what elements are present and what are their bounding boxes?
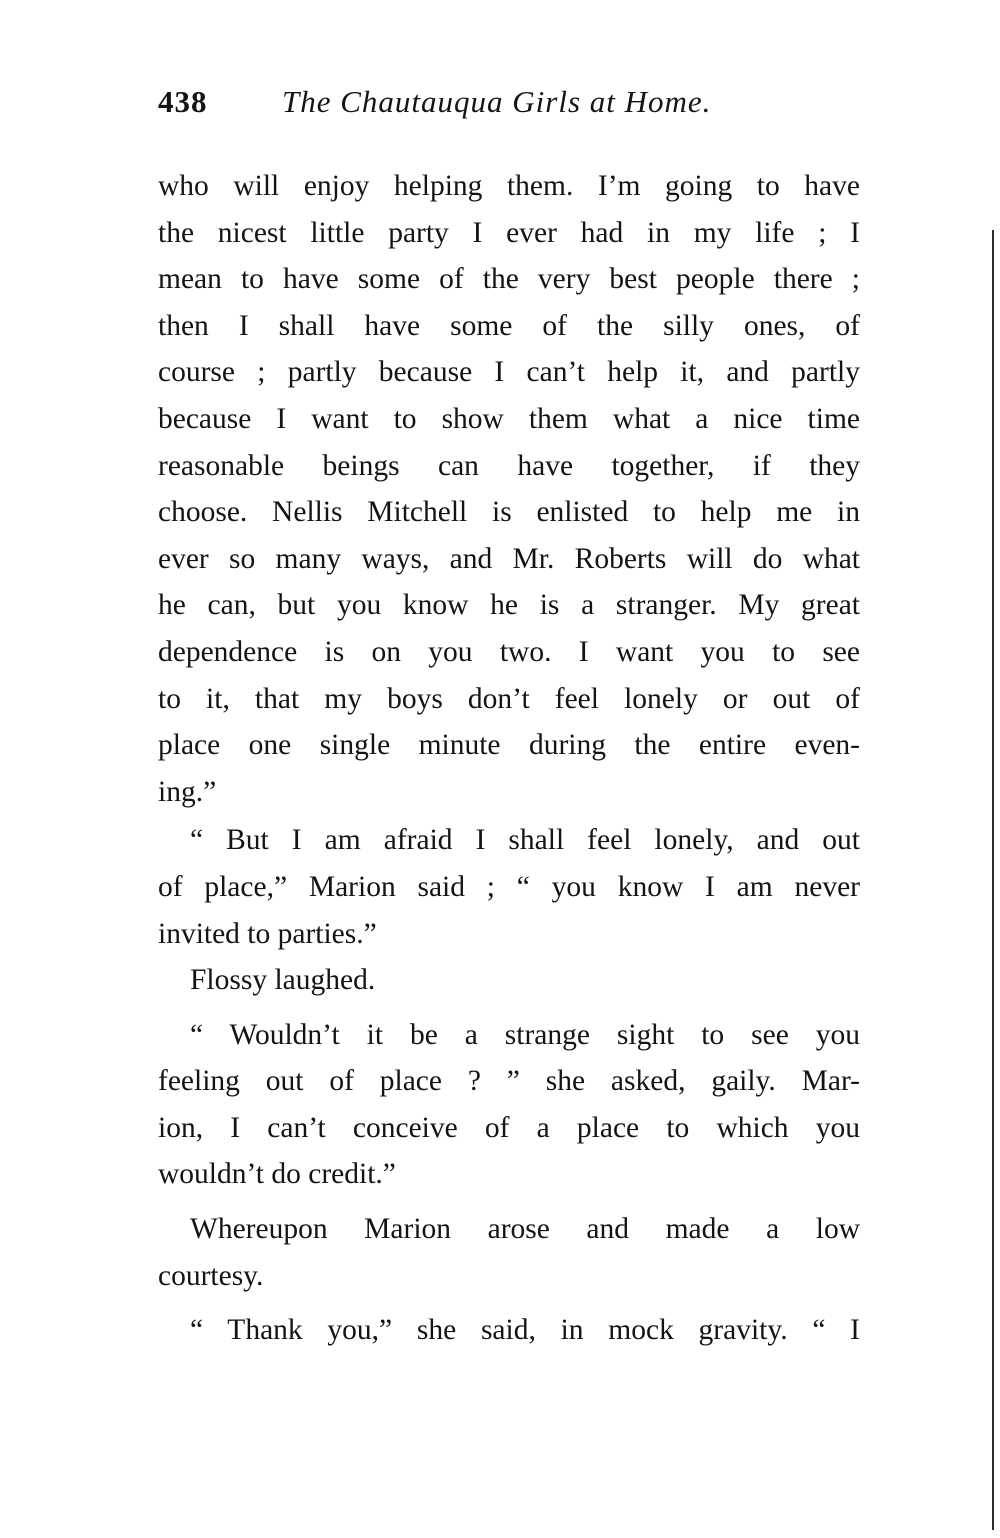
text-line: of place,” Marion said ; “ you know I am never — [158, 870, 860, 903]
page-number: 438 — [158, 84, 208, 119]
text-line: then I shall have some of the silly ones, of — [158, 309, 860, 342]
text-line: Whereupon Marion arose and made a low — [190, 1213, 860, 1246]
page-edge-line — [992, 230, 994, 1530]
text-line: ion, I can’t conceive of a place to which you — [158, 1111, 860, 1144]
text-line: ing.” — [158, 775, 217, 808]
text-line: Flossy laughed. — [190, 964, 376, 997]
text-line: “ Thank you,” she said, in mock gravity. “ I — [190, 1314, 860, 1347]
page-header — [158, 84, 858, 128]
page-body — [158, 163, 860, 1354]
text-line: “ Wouldn’t it be a strange sight to see you — [190, 1018, 860, 1051]
text-line: feeling out of place ? ” she asked, gaily. Mar- — [158, 1065, 860, 1098]
text-line: ever so many ways, and Mr. Roberts will do what — [158, 542, 860, 575]
text-line: he can, but you know he is a stranger. My great — [158, 589, 860, 622]
text-line: invited to parties.” — [158, 917, 377, 950]
text-line: “ But I am afraid I shall feel lonely, and out — [190, 824, 860, 857]
text-line: who will enjoy helping them. I’m going to have — [158, 170, 860, 202]
text-line: because I want to show them what a nice time — [158, 402, 860, 435]
running-title: The Chautauqua Girls at Home. — [282, 84, 712, 119]
text-line: courtesy. — [158, 1259, 264, 1292]
text-line: to it, that my boys don’t feel lonely or out of — [158, 682, 860, 715]
text-line: choose. Nellis Mitchell is enlisted to help me in — [158, 496, 860, 529]
text-line: reasonable beings can have together, if they — [158, 449, 860, 482]
text-line: course ; partly because I can’t help it, and partly — [158, 356, 860, 389]
text-line: mean to have some of the very best people there ; — [158, 263, 860, 296]
text-line: dependence is on you two. I want you to see — [158, 635, 860, 668]
text-line: the nicest little party I ever had in my life ; I — [158, 216, 860, 249]
text-line: wouldn’t do credit.” — [158, 1158, 396, 1191]
text-line: place one single minute during the entire even- — [158, 729, 860, 762]
